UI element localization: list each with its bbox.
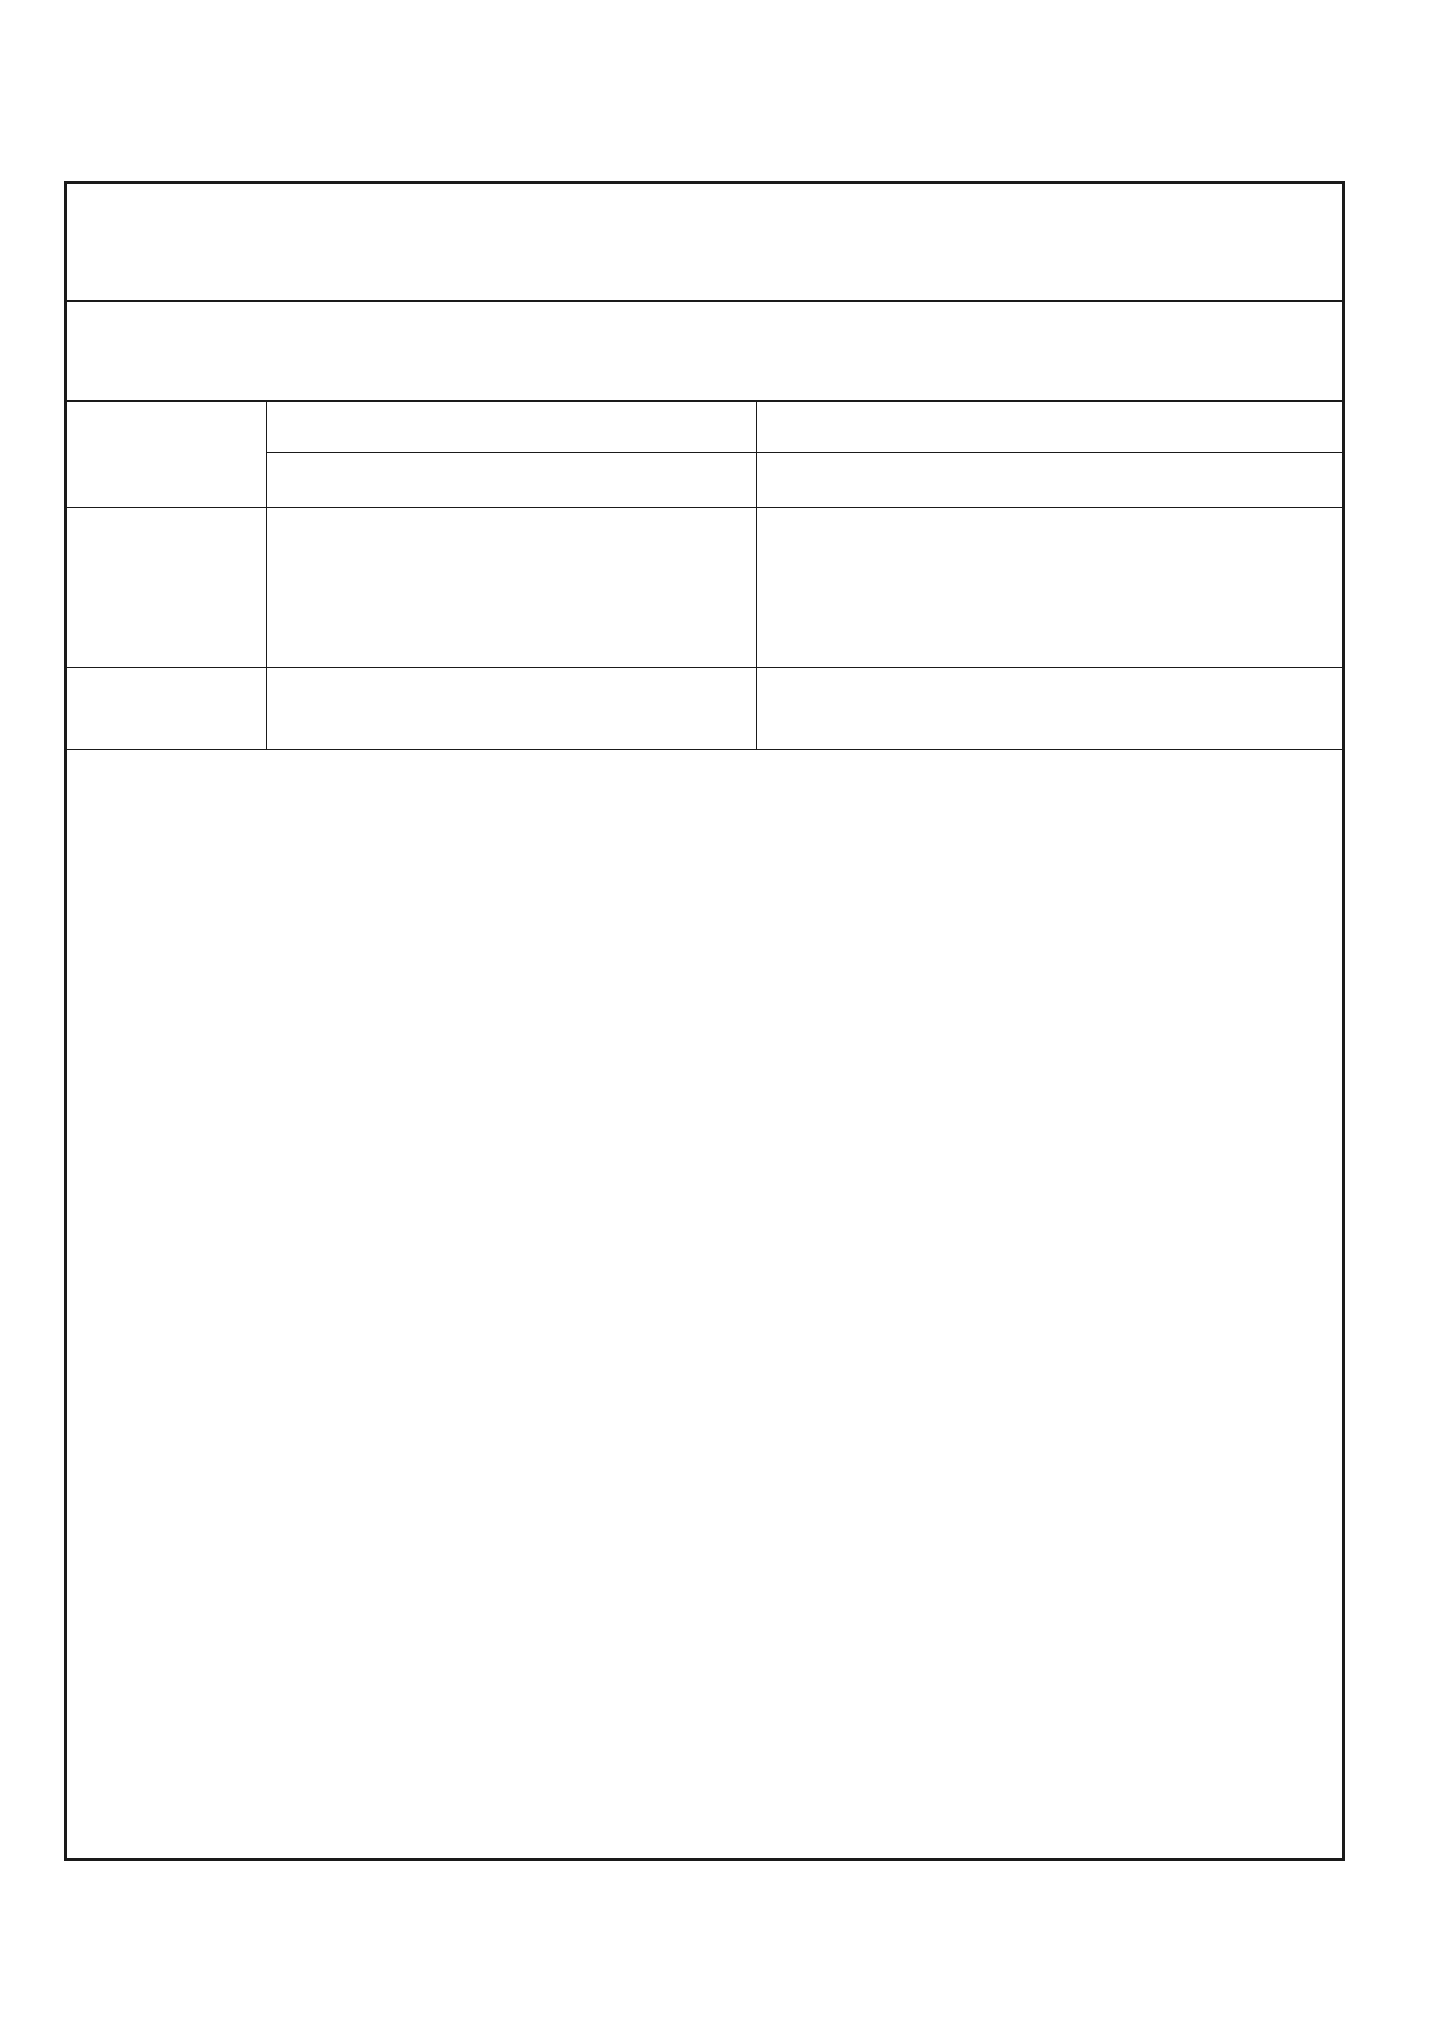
row-content-cell <box>757 668 1342 750</box>
row-item-label <box>67 668 267 750</box>
form-title <box>67 184 1342 302</box>
form-subtitle <box>67 300 1342 402</box>
row-content-line <box>763 672 1336 712</box>
registration-form <box>64 181 1345 1861</box>
row-item-label <box>67 508 267 668</box>
change-table <box>67 400 1342 1858</box>
row-approval-line <box>273 672 750 712</box>
header-change-content <box>757 453 1342 508</box>
header-change-item <box>67 400 267 508</box>
row-approval-cell <box>267 668 757 750</box>
row-approval-cell <box>267 508 757 668</box>
row-content-cell <box>757 508 1342 668</box>
header-approval-number <box>267 400 757 453</box>
header-incoming-number <box>267 453 757 508</box>
header-completion-number <box>757 400 1342 453</box>
